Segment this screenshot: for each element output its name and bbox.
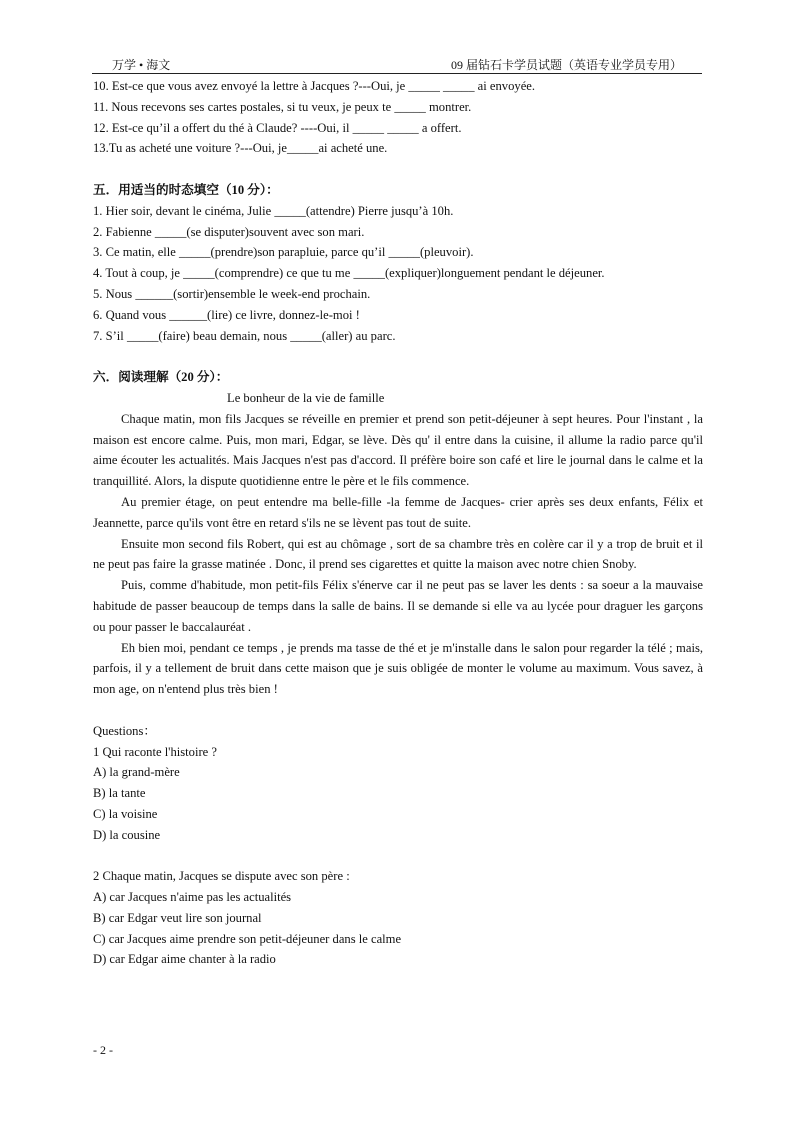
header-left-text: 万学 • 海文 bbox=[112, 58, 171, 72]
answer-option: A) car Jacques n'aime pas les actualités bbox=[93, 890, 292, 905]
article-paragraph: Chaque matin, mon fils Jacques se réveille en premier et prend son petit-déjeuner à sept heures. Pour l'instant , la maison est encore calme. Puis, mon mari, Edgar, se lève. Dès qu' il entre dans la cuisine, il allume la radio parce qu'il aime écouter les actualités. Mais Jacques n'est pas d'accord. Il préfère boire son café et lire le journal dans le calme et la tranquillité. Alors, la dispute quotidienne entre le père et le fils commence. bbox=[93, 411, 703, 489]
page-content bbox=[93, 76, 703, 970]
exercise-item: 12. Est-ce qu’il a offert du thé à Claude? ----Oui, il _____ _____ a offert. bbox=[93, 120, 462, 135]
exercise-item: 1. Hier soir, devant le cinéma, Julie _____(attendre) Pierre jusqu’à 10h. bbox=[93, 203, 454, 218]
exercise-item: 11. Nous recevons ses cartes postales, si tu veux, je peux te _____ montrer. bbox=[93, 99, 472, 114]
article-paragraph: Eh bien moi, pendant ce temps , je prends ma tasse de thé et je m'installe dans le salon pour regarder la télé ; mais, parfois, il y a tellement de bruit dans cette maison que je suis obligée de monter le volume au maximum. Vous savez, à mon age, on n'entend plus très bien ! bbox=[93, 640, 703, 697]
exercise-item: 4. Tout à coup, je _____(comprendre) ce que tu me _____(expliquer)longuement pendant le déjeuner. bbox=[93, 266, 605, 281]
exercise-item: 10. Est-ce que vous avez envoyé la lettre à Jacques ?---Oui, je _____ _____ ai envoyée. bbox=[93, 79, 536, 93]
section-title: 五．用适当的时态填空（10 分）： bbox=[93, 182, 279, 197]
question-prompt: 1 Qui raconte l'histoire ? bbox=[93, 744, 217, 759]
question-block bbox=[93, 742, 703, 846]
section-title: 六．阅读理解（20 分）： bbox=[93, 370, 229, 385]
exercise-item: 6. Quand vous ______(lire) ce livre, donnez-le-moi ! bbox=[93, 307, 360, 322]
header-right-text: 09 届钻石卡学员试题（英语专业学员专用） bbox=[450, 58, 682, 72]
pronoun-exercise bbox=[93, 76, 703, 159]
answer-option: A) la grand-mère bbox=[93, 765, 180, 780]
questions-label: Questions： bbox=[93, 723, 156, 738]
answer-option: D) la cousine bbox=[93, 827, 161, 842]
answer-option: B) la tante bbox=[93, 786, 146, 801]
reading-section bbox=[93, 367, 703, 970]
tense-exercise-section bbox=[93, 180, 703, 346]
page-number: - 2 - bbox=[93, 1043, 113, 1057]
answer-option: C) la voisine bbox=[93, 806, 158, 821]
article-paragraph: Ensuite mon second fils Robert, qui est au chômage , sort de sa chambre très en colère car il y a trop de bruit et il ne peut pas faire la grasse matinée . Donc, il prend ses cigarettes et quitte la maison avec notre chien Snoby. bbox=[93, 536, 703, 572]
question-prompt: 2 Chaque matin, Jacques se dispute avec son père : bbox=[93, 869, 350, 884]
answer-option: B) car Edgar veut lire son journal bbox=[93, 910, 262, 925]
answer-option: C) car Jacques aime prendre son petit-déjeuner dans le calme bbox=[93, 931, 402, 946]
answer-option: D) car Edgar aime chanter à la radio bbox=[93, 952, 276, 967]
exercise-item: 7. S’il _____(faire) beau demain, nous _____(aller) au parc. bbox=[93, 328, 396, 343]
exercise-item: 3. Ce matin, elle _____(prendre)son parapluie, parce qu’il _____(pleuvoir). bbox=[93, 245, 474, 260]
article-paragraph: Au premier étage, on peut entendre ma belle-fille -la femme de Jacques- crier après ses deux enfants, Félix et Jeannette, parce qu'ils vont être en retard s'ils ne se lèvent pas tout de suite. bbox=[93, 494, 703, 530]
question-block bbox=[93, 866, 703, 970]
article-title: Le bonheur de la vie de famille bbox=[227, 390, 385, 405]
exercise-item: 13.Tu as acheté une voiture ?---Oui, je_____ai acheté une. bbox=[93, 141, 388, 156]
exercise-item: 5. Nous ______(sortir)ensemble le week-end prochain. bbox=[93, 286, 371, 301]
exercise-item: 2. Fabienne _____(se disputer)souvent avec son mari. bbox=[93, 224, 365, 239]
page-header bbox=[92, 56, 702, 74]
article-paragraph: Puis, comme d'habitude, mon petit-fils Félix s'énerve car il ne peut pas se laver les dents : sa soeur a la mauvaise habitude de passer beaucoup de temps dans la salle de bains. Il se demande si elle va au lycée pour draguer les garçons ou pour passer le baccalauréat . bbox=[93, 578, 703, 634]
